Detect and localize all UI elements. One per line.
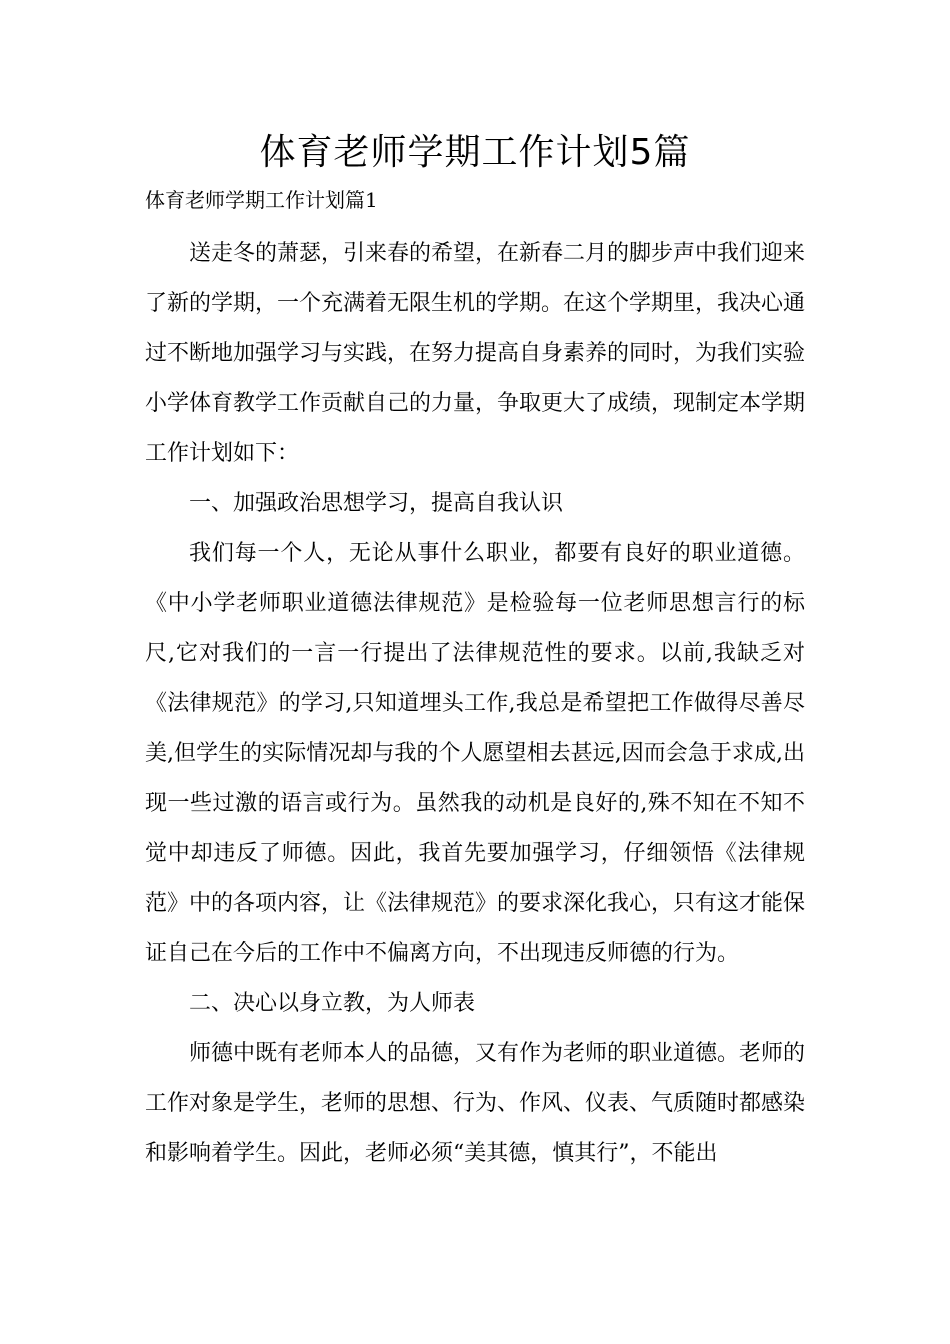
document-title: 体育老师学期工作计划5篇 xyxy=(259,132,691,173)
document-body xyxy=(145,229,805,1179)
section-heading-1: 一、加强政治思想学习，提高自我认识 xyxy=(189,491,564,516)
paragraph-section-1: 我们每一个人，无论从事什么职业，都要有良好的职业道德。《中小学老师职业道德法律规范》是检验每一位老师思想言行的标尺,它对我们的一言一行提出了法律规范性的要求。以前,我缺乏对《法律规范》的学习,只知道埋头工作,我总是希望把工作做得尽善尽美,但学生的实际情况却与我的个人愿望相去甚远,因而会急于求成,出现一些过激的语言或行为。虽然我的动机是良好的,殊不知在不知不觉中却违反了师德。因此，我首先要加强学习，仔细领悟《法律规范》中的各项内容，让《法律规范》的要求深化我心，只有这才能保证自己在今后的工作中不偏离方向，不出现违反师德的行为。 xyxy=(145,541,806,966)
paragraph-intro: 送走冬的萧瑟，引来春的希望，在新春二月的脚步声中我们迎来了新的学期，一个充满着无限生机的学期。在这个学期里，我决心通过不断地加强学习与实践，在努力提高自身素养的同时，为我们实验小学体育教学工作贡献自己的力量，争取更大了成绩，现制定本学期工作计划如下： xyxy=(145,241,806,466)
document-subtitle: 体育老师学期工作计划篇1 xyxy=(145,188,378,212)
section-heading-2: 二、决心以身立教，为人师表 xyxy=(189,991,476,1016)
paragraph-section-2: 师德中既有老师本人的品德，又有作为老师的职业道德。老师的工作对象是学生，老师的思想、行为、作风、仪表、气质随时都感染和影响着学生。因此，老师必须“美其德，慎其行”，不能出 xyxy=(145,1041,806,1166)
